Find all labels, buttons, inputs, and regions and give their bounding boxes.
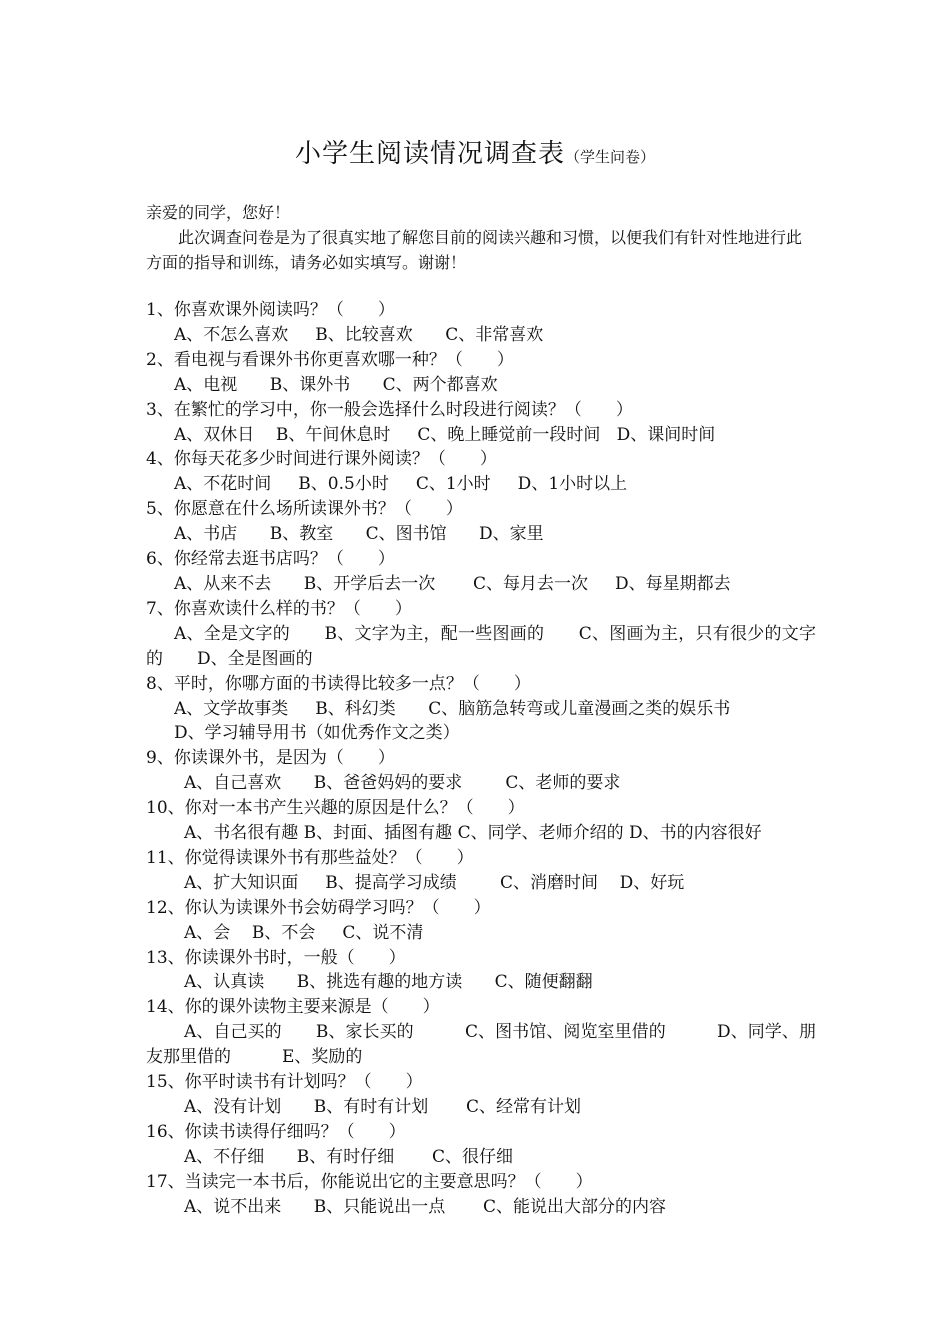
question-list <box>146 298 816 1220</box>
question-5: 5、你愿意在什么场所读课外书？（ ） <box>146 499 463 520</box>
options-5: A、书店 B、教室 C、图书馆 D、家里 <box>174 524 544 545</box>
question-12: 12、你认为读课外书会妨碍学习吗？（ ） <box>146 897 491 918</box>
question-6: 6、你经常去逛书店吗？（ ） <box>146 549 395 570</box>
options-15: A、没有计划 B、有时有计划 C、经常有计划 <box>184 1097 582 1117</box>
options-17: A、说不出来 B、只能说出一点 C、能说出大部分的内容 <box>184 1196 667 1217</box>
question-15: 15、你平时读书有计划吗？（ ） <box>146 1072 423 1093</box>
question-1: 1、你喜欢课外阅读吗？（ ） <box>146 300 395 320</box>
options-16: A、不仔细 B、有时仔细 C、很仔细 <box>184 1146 514 1167</box>
question-2: 2、看电视与看课外书你更喜欢哪一种？（ ） <box>146 349 514 370</box>
title-subtitle: （学生问卷） <box>565 148 656 166</box>
options-10: A、书名很有趣 B、封面、插图有趣 C、同学、老师介绍的 D、书的内容很好 <box>184 823 762 844</box>
question-3: 3、在繁忙的学习中，你一般会选择什么时段进行阅读？（ ） <box>146 399 633 420</box>
question-8: 8、平时，你哪方面的书读得比较多一点？（ ） <box>146 673 531 694</box>
greeting: 亲爱的同学，您好！ <box>146 203 291 222</box>
options-7: A、全是文字的 B、文字为主，配一些图画的 C、图画为主，只有很少的文字的 D、全是图画的 <box>146 623 816 669</box>
question-14: 14、你的课外读物主要来源是（ ） <box>146 997 440 1018</box>
question-7: 7、你喜欢读什么样的书？（ ） <box>146 598 412 619</box>
question-11: 11、你觉得读课外书有那些益处？（ ） <box>146 847 474 868</box>
options-9: A、自己喜欢 B、爸爸妈妈的要求 C、老师的要求 <box>184 773 621 794</box>
options-11: A、扩大知识面 B、提高学习成绩 C、消磨时间 D、好玩 <box>184 872 685 893</box>
question-17: 17、当读完一本书后，你能说出它的主要意思吗？（ ） <box>146 1171 593 1192</box>
question-16: 16、你读书读得仔细吗？（ ） <box>146 1121 406 1142</box>
page-title <box>0 133 950 170</box>
options-1: A、不怎么喜欢 B、比较喜欢 C、非常喜欢 <box>174 324 544 345</box>
options-13: A、认真读 B、挑选有趣的地方读 C、随便翻翻 <box>184 972 593 993</box>
options-2: A、电视 B、课外书 C、两个都喜欢 <box>174 374 498 395</box>
options-8: A、文学故事类 B、科幻类 C、脑筋急转弯或儿童漫画之类的娱乐书 <box>174 698 731 719</box>
question-10: 10、你对一本书产生兴趣的原因是什么？（ ） <box>146 798 525 819</box>
question-13: 13、你读课外书时，一般（ ） <box>146 947 406 968</box>
title-main: 小学生阅读情况调查表 <box>294 139 565 169</box>
intro-paragraph: 此次调查问卷是为了很真实地了解您目前的阅读兴趣和习惯，以便我们有针对性地进行此方面的指导和训练，请务必如实填写。谢谢！ <box>146 228 803 272</box>
options-8-continued: D、学习辅导用书（如优秀作文之类） <box>174 723 460 744</box>
intro-section <box>146 200 816 275</box>
options-3: A、双休日 B、午间休息时 C、晚上睡觉前一段时间 D、课间时间 <box>174 424 716 445</box>
question-9: 9、你读课外书，是因为（ ） <box>146 748 395 769</box>
options-4: A、不花时间 B、0.5小时 C、1小时 D、1小时以上 <box>174 474 628 495</box>
options-12: A、会 B、不会 C、说不清 <box>184 922 424 943</box>
options-6: A、从来不去 B、开学后去一次 C、每月去一次 D、每星期都去 <box>174 573 731 594</box>
options-14: A、自己买的 B、家长买的 C、图书馆、阅览室里借的 D、同学、朋友那里借的 E、奖励的 <box>146 1022 816 1068</box>
question-4: 4、你每天花多少时间进行课外阅读？（ ） <box>146 449 497 470</box>
